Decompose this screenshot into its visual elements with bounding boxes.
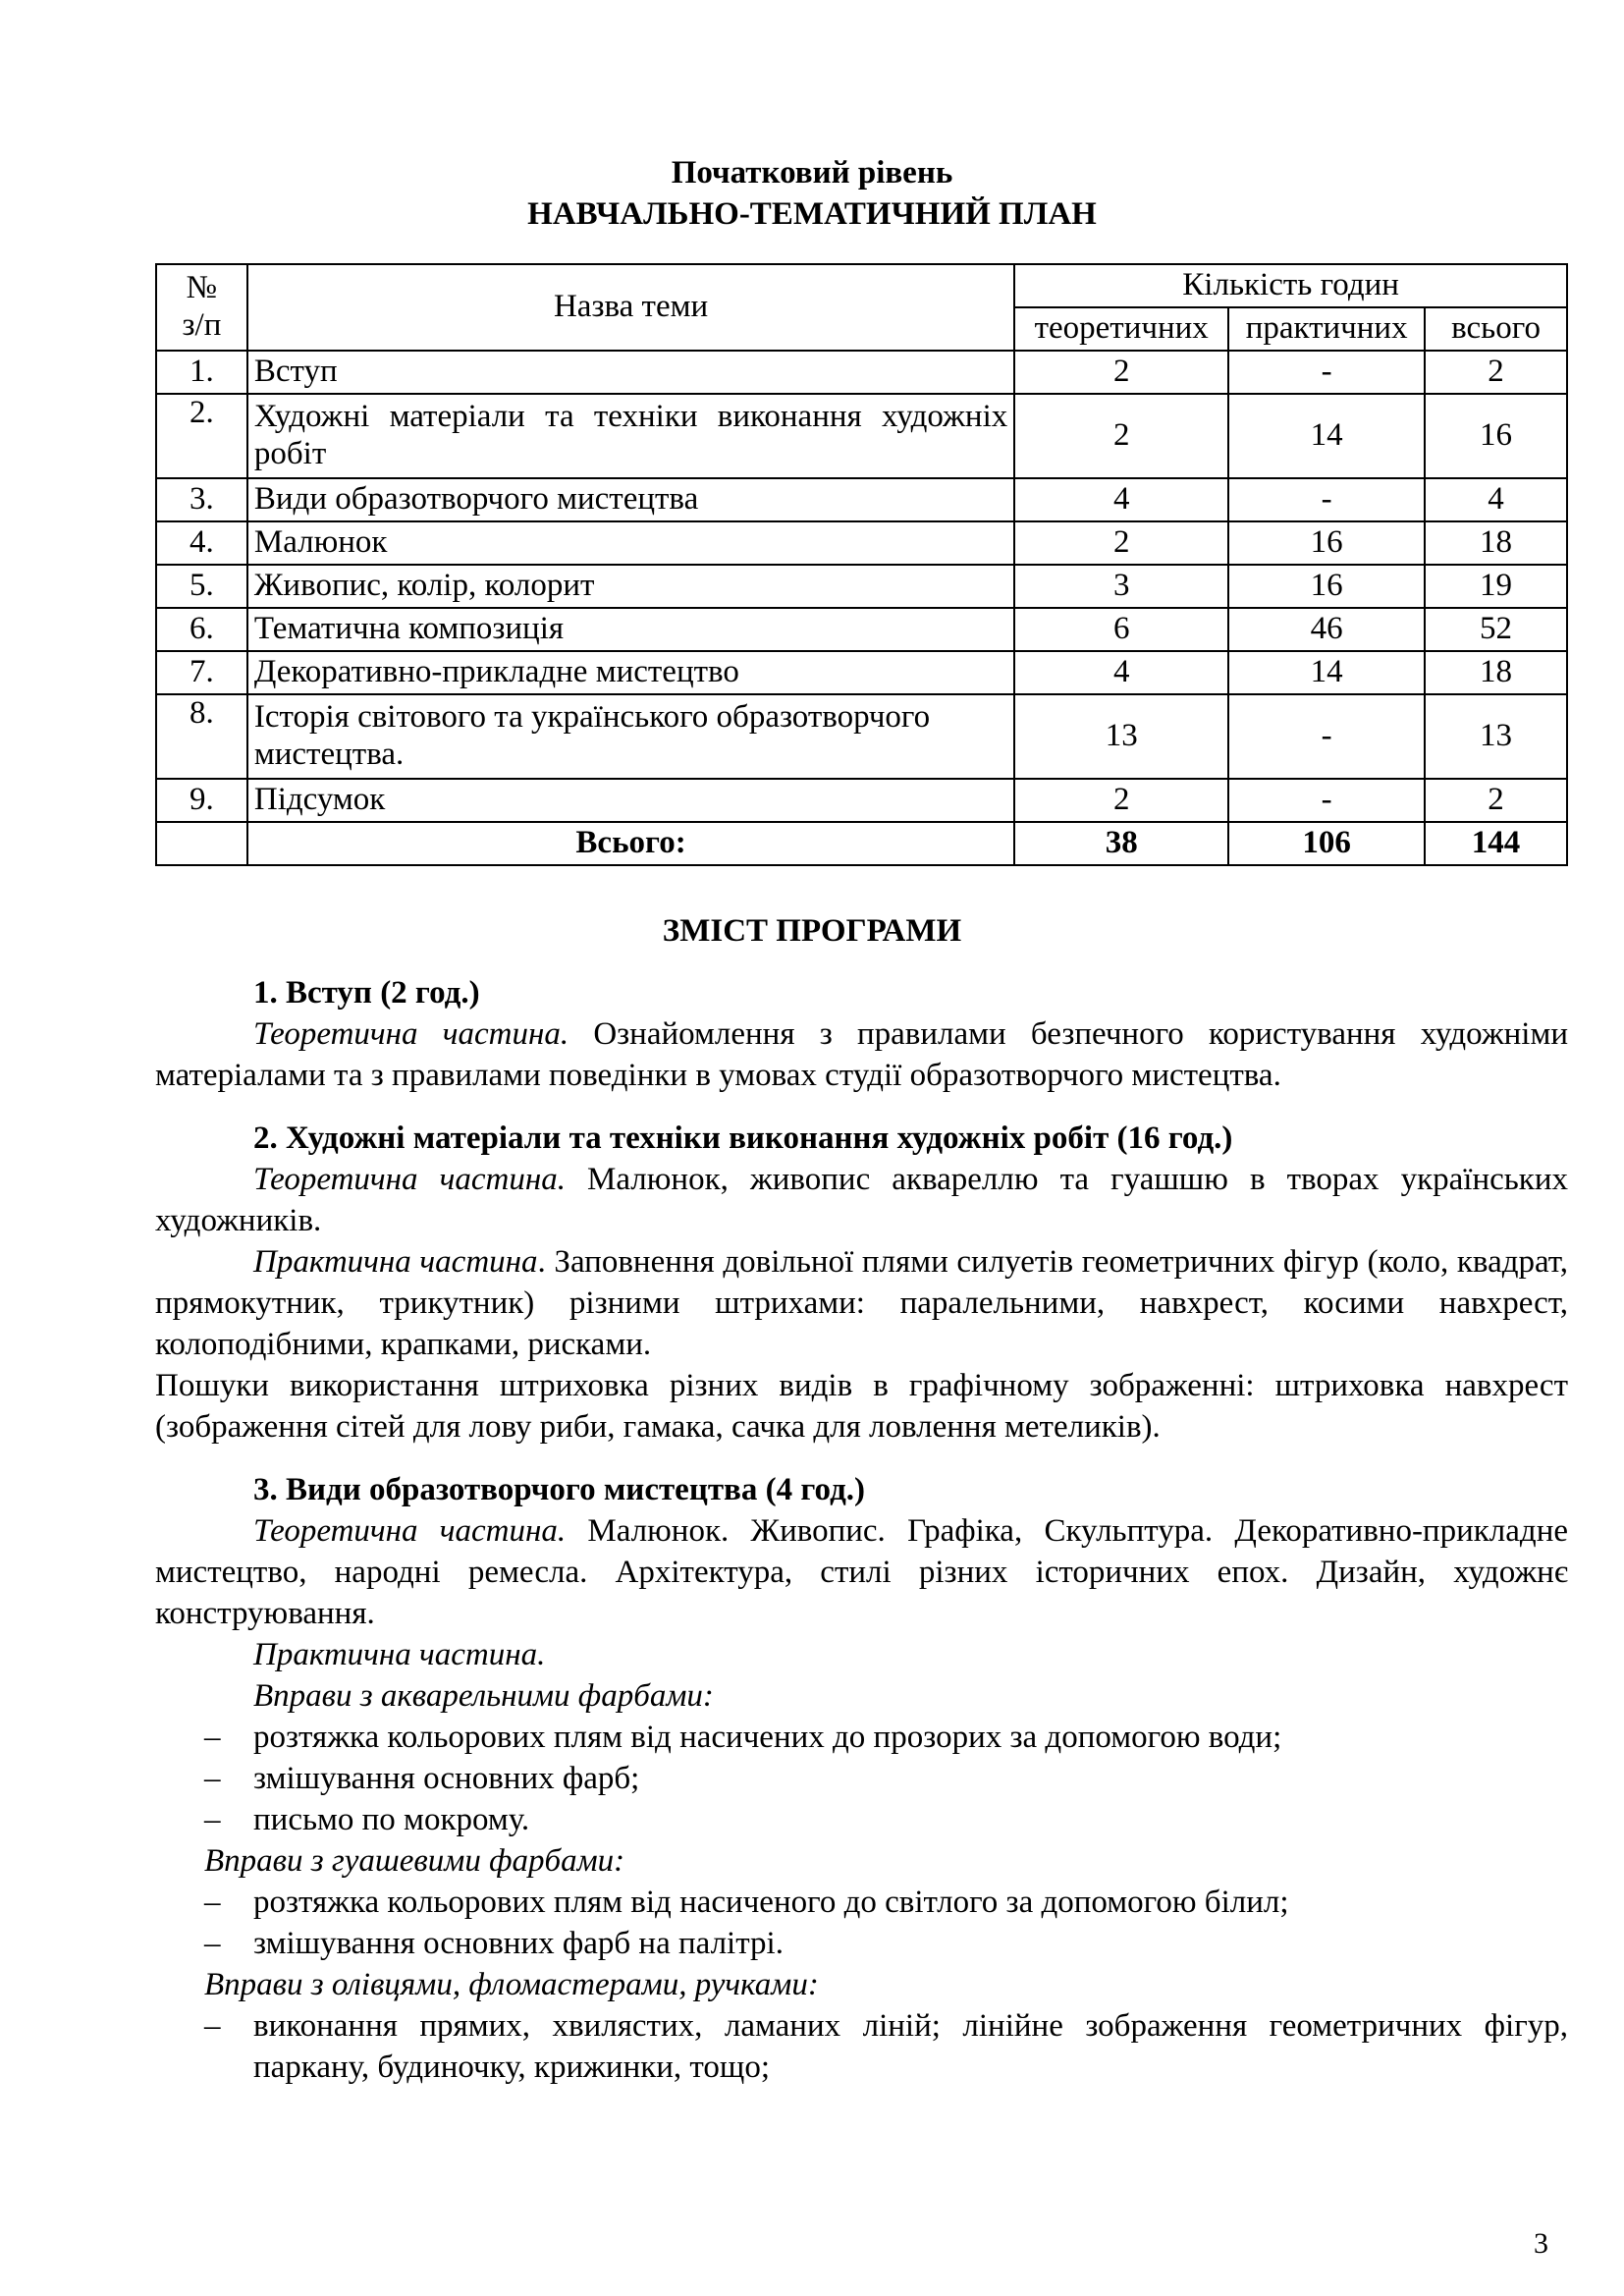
row-num: 1. [156,351,247,394]
theory-text: Малюнок. Живопис. Графіка, Скульптура. Декоративно-прикладне мистецтво, народні ремесла. Архітектура, стилі різних історичних епох. Дизайн, художнє конструювання. [155,1513,1569,1631]
row-topic: Підсумок [247,779,1014,822]
row-total: 2 [1425,779,1567,822]
theory-label: Теоретична частина. [253,1513,567,1549]
row-topic: Живопис, колір, колорит [247,565,1014,608]
header-topic: Назва теми [247,264,1014,351]
section-1-theory [155,1013,1568,1096]
section-3-theory [155,1510,1568,1634]
row-num: 5. [156,565,247,608]
row-total: 19 [1425,565,1567,608]
list-item-text: змішування основних фарб; [253,1761,640,1796]
row-practice: 16 [1228,565,1425,608]
list-item [155,1717,1568,1758]
header-total: всього [1425,307,1567,351]
list-item-text: змішування основних фарб на палітрі. [253,1926,784,1961]
total-num-cell [156,822,247,865]
table-row [156,565,1567,608]
row-practice: 16 [1228,521,1425,565]
list-item-text: письмо по мокрому. [253,1802,530,1837]
row-topic: Види образотворчого мистецтва [247,478,1014,521]
row-practice: - [1228,779,1425,822]
header-theory: теоретичних [1014,307,1228,351]
table-row [156,779,1567,822]
section-2-theory [155,1159,1568,1241]
row-num: 4. [156,521,247,565]
section-3-title: 3. Види образотворчого мистецтва (4 год.) [253,1472,866,1507]
row-total: 2 [1425,351,1567,394]
row-topic: Художні матеріали та техніки виконання художніх робіт [247,394,1014,478]
header-hours: Кількість годин [1014,264,1567,307]
row-practice: 14 [1228,651,1425,694]
dash-marker: – [204,1802,221,1837]
row-topic: Вступ [247,351,1014,394]
row-num: 8. [156,694,247,779]
program-content [155,972,1568,2088]
list-item-text: розтяжка кольорових плям від насиченого до світлого за допомогою білил; [253,1885,1289,1920]
row-num: 2. [156,394,247,478]
section-2-practice [155,1241,1568,1365]
program-content-title: ЗМІСТ ПРОГРАМИ [662,913,962,949]
level-heading: Початковий рівень [671,155,953,191]
row-topic: Тематична композиція [247,608,1014,651]
theory-text: Малюнок, живопис аквареллю та гуашшю в творах українських художників. [155,1162,1568,1238]
row-theory: 4 [1014,651,1228,694]
page-number: 3 [1534,2227,1548,2260]
row-total: 52 [1425,608,1567,651]
row-num: 6. [156,608,247,651]
dash-marker: – [204,1926,221,1961]
row-total: 18 [1425,521,1567,565]
dash-marker: – [204,1761,221,1796]
header-practice: практичних [1228,307,1425,351]
row-theory: 4 [1014,478,1228,521]
row-topic: Декоративно-прикладне мистецтво [247,651,1014,694]
row-total: 18 [1425,651,1567,694]
section-2-extra: Пошуки використання штриховка різних видів в графічному зображенні: штриховка навхрест (зображення сітей для лову риби, гамака, сачка для ловлення метеликів). [155,1368,1568,1445]
table-row [156,394,1567,478]
list-item [155,1758,1568,1799]
theory-label: Теоретична частина. [253,1016,569,1052]
total-all: 144 [1425,822,1567,865]
row-practice: - [1228,694,1425,779]
row-practice: - [1228,478,1425,521]
row-theory: 13 [1014,694,1228,779]
table-row [156,478,1567,521]
section-2-title: 2. Художні матеріали та техніки виконання художніх робіт (16 год.) [253,1121,1233,1156]
dash-marker: – [204,1720,221,1755]
row-practice: - [1228,351,1425,394]
row-total: 13 [1425,694,1567,779]
row-topic: Історія світового та українського образотворчого мистецтва. [247,694,1014,779]
header-num: № з/п [156,264,247,351]
row-total: 16 [1425,394,1567,478]
row-theory: 2 [1014,351,1228,394]
practice-label: Практична частина [253,1244,538,1280]
watercolor-exercises-label: Вправи з акварельними фарбами: [253,1678,714,1714]
row-theory: 2 [1014,394,1228,478]
practice-text: . Заповнення довільної плями силуетів геометричних фігур (коло, квадрат, прямокутник, трикутник) різними штрихами: паралельними, навхрест, косими навхрест, колоподібними, крапками, рисками. [155,1244,1568,1362]
table-row [156,694,1567,779]
dash-marker: – [204,2008,221,2044]
row-theory: 2 [1014,521,1228,565]
total-practice: 106 [1228,822,1425,865]
row-num: 3. [156,478,247,521]
theory-text: Ознайомлення з правилами безпечного користування художніми матеріалами та з правилами поведінки в умовах студії образотворчого мистецтва. [155,1016,1568,1093]
list-item [155,1923,1568,1964]
section-3-practice-label: Практична частина. [253,1637,546,1672]
total-row [156,822,1567,865]
table-row [156,608,1567,651]
row-theory: 2 [1014,779,1228,822]
row-num: 9. [156,779,247,822]
list-item-text: розтяжка кольорових плям від насичених до прозорих за допомогою води; [253,1720,1282,1755]
section-1-title: 1. Вступ (2 год.) [253,975,480,1011]
row-total: 4 [1425,478,1567,521]
pencil-exercises-label: Вправи з олівцями, фломастерами, ручками: [204,1967,819,2002]
list-item [155,1799,1568,1840]
list-item [155,1882,1568,1923]
total-theory: 38 [1014,822,1228,865]
list-item [155,2005,1568,2088]
dash-marker: – [204,1885,221,1920]
total-label: Всього: [247,822,1014,865]
gouache-exercises-label: Вправи з гуашевими фарбами: [204,1843,625,1879]
row-practice: 14 [1228,394,1425,478]
row-num: 7. [156,651,247,694]
list-item-text: виконання прямих, хвилястих, ламаних ліній; лінійне зображення геометричних фігур, паркану, будиночку, крижинки, тощо; [253,2008,1568,2085]
row-theory: 3 [1014,565,1228,608]
theory-label: Теоретична частина. [253,1162,566,1197]
table-row [156,351,1567,394]
table-row [156,521,1567,565]
thematic-plan-table [155,263,1568,866]
row-topic: Малюнок [247,521,1014,565]
row-practice: 46 [1228,608,1425,651]
row-theory: 6 [1014,608,1228,651]
table-row [156,651,1567,694]
plan-title: НАВЧАЛЬНО-ТЕМАТИЧНИЙ ПЛАН [527,196,1097,232]
